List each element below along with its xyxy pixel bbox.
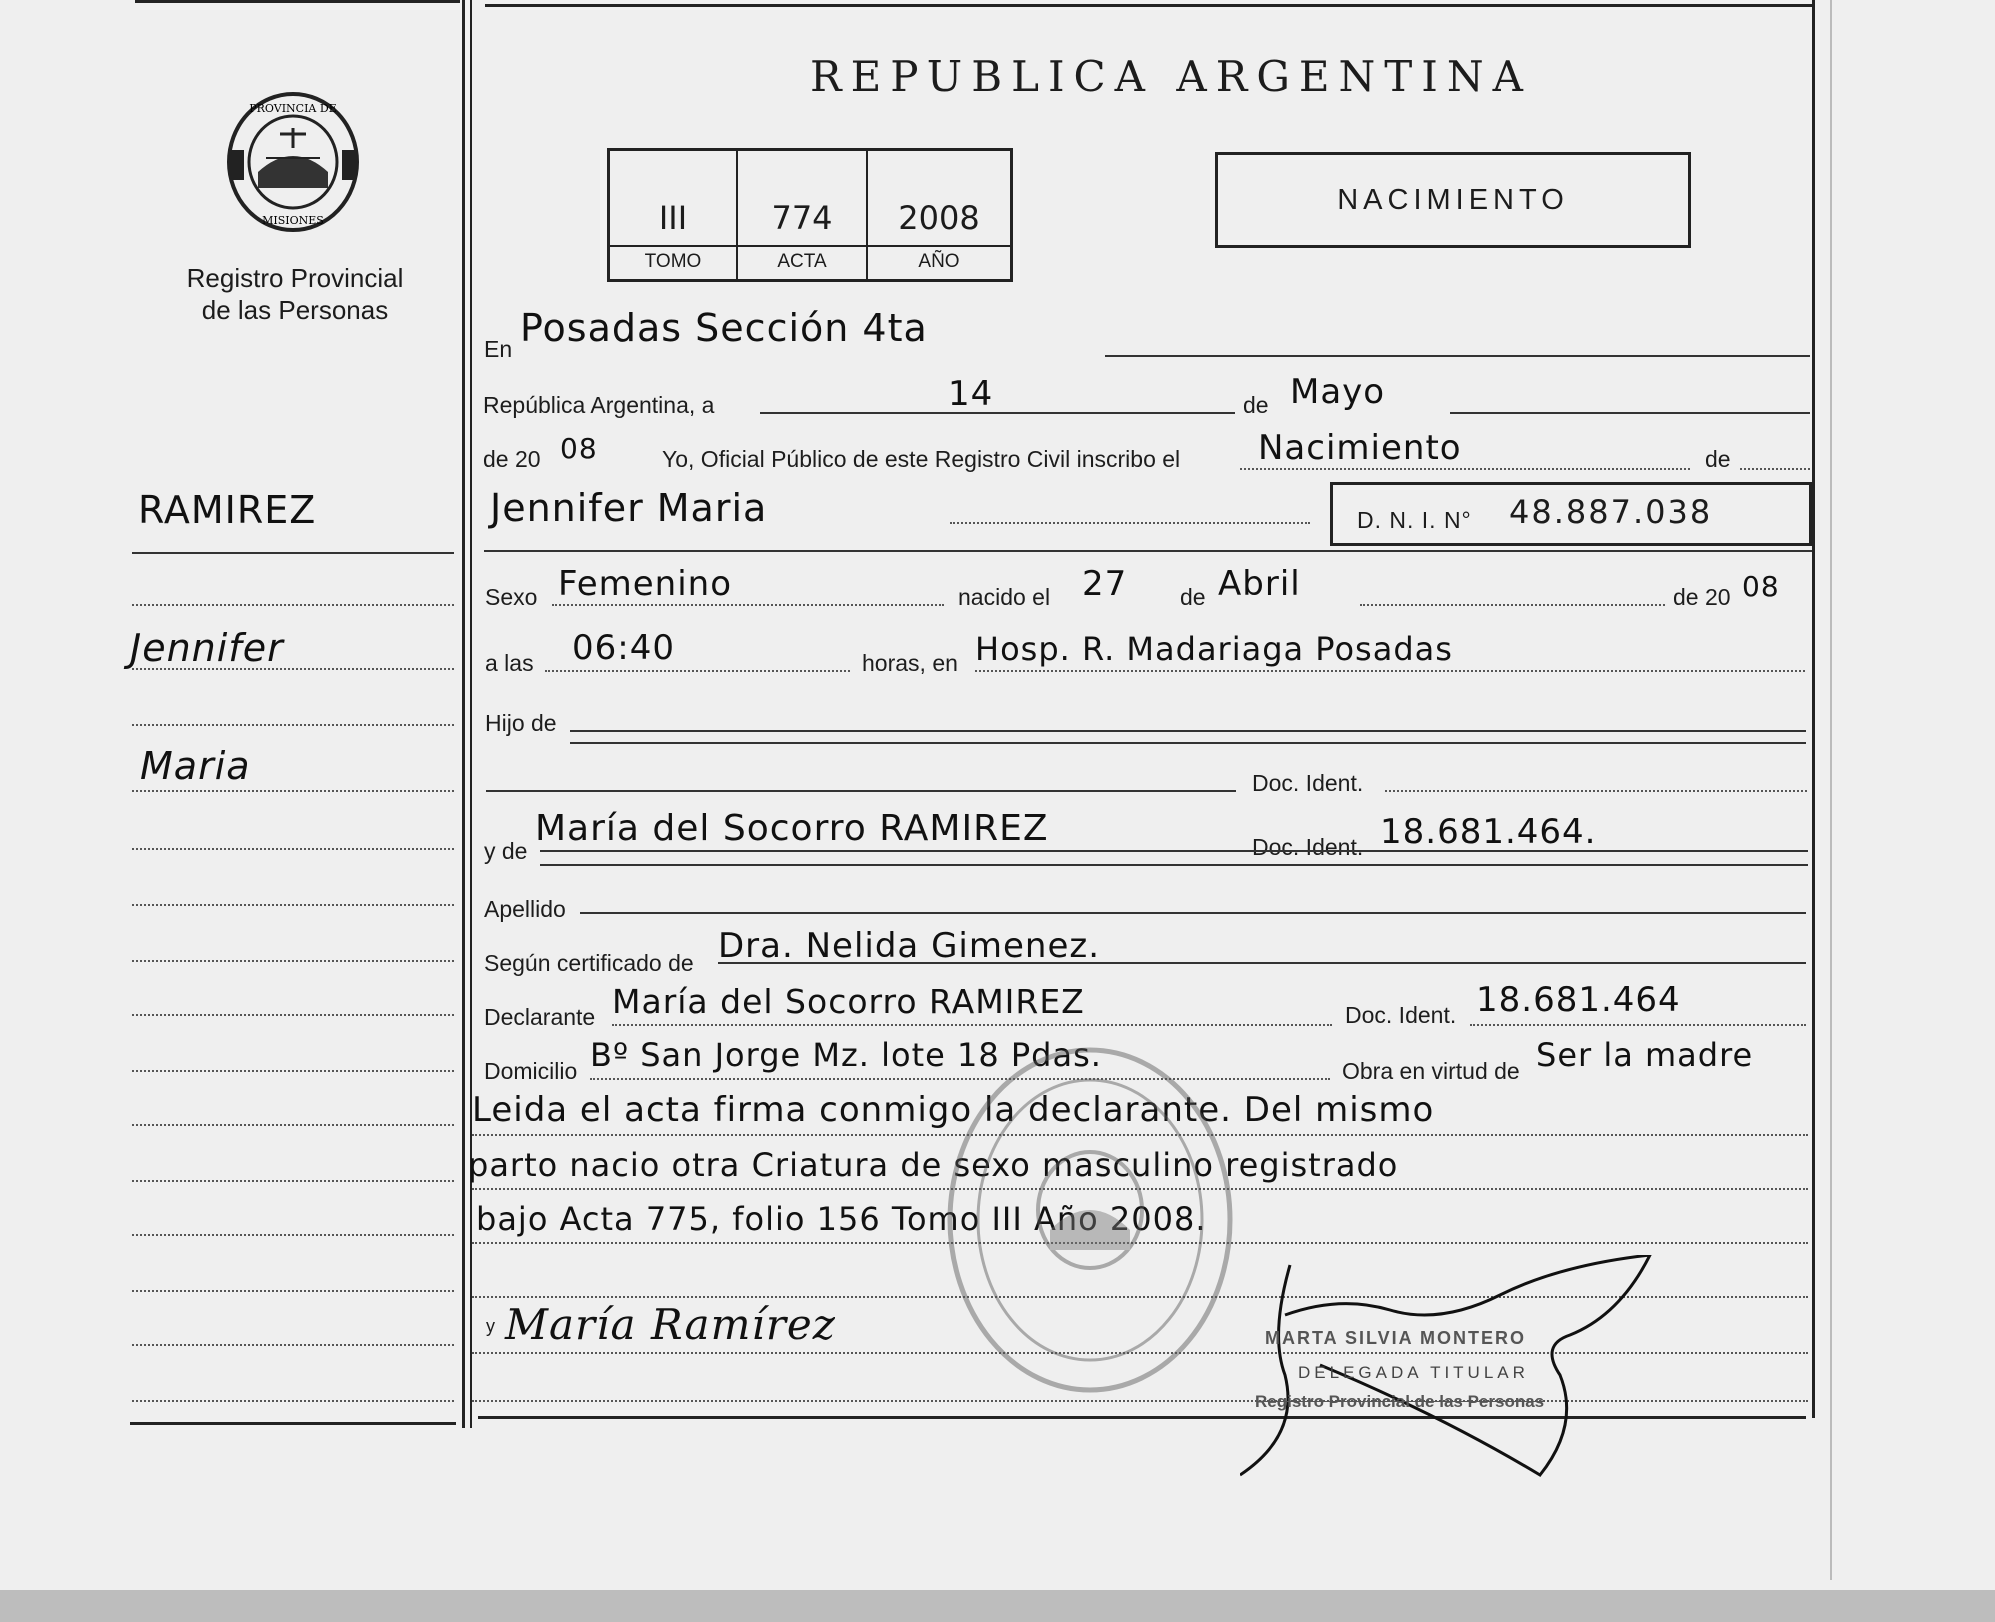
margin-rule-13 (132, 1234, 454, 1236)
margin-first-name: Jennifer (130, 626, 284, 670)
margin-rule-15 (132, 1344, 454, 1346)
birth-month-line (1360, 604, 1665, 606)
en-value: Posadas Sección 4ta (520, 306, 928, 350)
sexo-value: Femenino (558, 564, 732, 604)
margin-rule-4 (132, 724, 454, 726)
country-title: REPUBLICA ARGENTINA (810, 52, 1532, 101)
acta-value: 774 (771, 199, 833, 237)
obra-value: Ser la madre (1536, 1036, 1754, 1074)
person-name-line (950, 522, 1310, 524)
right-border (1812, 0, 1815, 1418)
father-line (486, 790, 1236, 792)
act-value: Nacimiento (1258, 428, 1462, 468)
sexo-line (552, 604, 944, 606)
en-label: En (484, 336, 513, 362)
margin-rule-11 (132, 1124, 454, 1126)
note-line-3: bajo Acta 775, folio 156 Tomo III Año 2008. (476, 1200, 1207, 1238)
birth-year-suffix: 08 (1742, 570, 1780, 603)
page-edge (1830, 0, 1832, 1580)
margin-rule-7 (132, 904, 454, 906)
month-line (1450, 412, 1810, 414)
apellido-label: Apellido (484, 896, 566, 922)
domicilio-value: Bº San Jorge Mz. lote 18 Pdas. (590, 1036, 1102, 1074)
de2-line (1740, 468, 1810, 470)
hijo-line (570, 730, 1806, 732)
hijo-label: Hijo de (485, 710, 557, 736)
anio-cell (868, 151, 1010, 279)
scan-shadow (0, 1590, 1995, 1622)
dni-box (1330, 482, 1812, 546)
margin-rule-8 (132, 960, 454, 962)
birth-month: Abril (1218, 564, 1301, 604)
month-value: Mayo (1290, 372, 1386, 412)
declarante-line (612, 1024, 1332, 1026)
stamp-office: Registro Provincial de las Personas (1255, 1392, 1545, 1411)
birth-day: 27 (1082, 564, 1128, 604)
mother-line (540, 850, 1808, 852)
office-line-2: de las Personas (201, 295, 389, 325)
segun-label: Según certificado de (484, 950, 694, 976)
person-name: Jennifer Maria (490, 486, 768, 530)
mother-name: María del Socorro RAMIREZ (535, 808, 1049, 849)
birth-de-label: de (1180, 584, 1206, 610)
mother-line-2 (540, 864, 1808, 866)
top-rule-right (485, 4, 1815, 7)
declarante-label: Declarante (484, 1004, 596, 1030)
time-value: 06:40 (572, 628, 675, 668)
top-rule-left (135, 0, 460, 3)
acta-label: ACTA (738, 245, 866, 273)
margin-rule-6 (132, 848, 454, 850)
note-line-2: parto nacio otra Criatura de sexo masculino registrado (468, 1146, 1399, 1184)
yo-label: Yo, Oficial Público de este Registro Civil inscribo el (662, 446, 1181, 472)
declarante-doc-line (1470, 1024, 1806, 1026)
tomo-value: III (658, 199, 688, 237)
anio-label: AÑO (868, 245, 1010, 273)
en-line (1105, 355, 1810, 357)
record-type-box: NACIMIENTO (1215, 152, 1691, 248)
margin-rule-1 (132, 552, 454, 554)
margin-rule-14 (132, 1290, 454, 1292)
domicilio-label: Domicilio (484, 1058, 578, 1084)
office-line-1: Registro Provincial (186, 263, 404, 293)
stamp-title: DELEGADA TITULAR (1298, 1363, 1529, 1382)
anio-value: 2008 (898, 199, 980, 237)
declarante-doc-label: Doc. Ident. (1345, 1002, 1457, 1028)
dni-value: 48.887.038 (1509, 493, 1713, 531)
nacido-label: nacido el (958, 584, 1051, 610)
acta-cell (738, 151, 868, 279)
obra-label: Obra en virtud de (1342, 1058, 1520, 1084)
province-seal-icon (222, 88, 364, 236)
margin-rule-5 (132, 790, 454, 792)
person-name-rule (484, 550, 1812, 552)
tomo-label: TOMO (610, 245, 736, 273)
place-line (975, 670, 1805, 672)
seal-text-top: PROVINCIA DE (249, 102, 337, 115)
stamp-name: MARTA SILVIA MONTERO (1265, 1328, 1526, 1348)
margin-rule-10 (132, 1070, 454, 1072)
horas-label: horas, en (862, 650, 958, 676)
certificado-line (718, 962, 1806, 964)
year-suffix: 08 (560, 432, 598, 465)
mother-doc: 18.681.464. (1380, 812, 1597, 852)
declarante-doc: 18.681.464 (1476, 980, 1681, 1020)
margin-divider-inner (470, 0, 472, 1428)
republica-label: República Argentina, a (483, 392, 715, 418)
office-name (165, 262, 425, 326)
place-value: Hosp. R. Madariaga Posadas (975, 630, 1453, 668)
sexo-label: Sexo (485, 584, 538, 610)
margin-middle-name: Maria (140, 744, 251, 788)
time-line (545, 670, 850, 672)
margin-surname: RAMIREZ (138, 488, 317, 532)
day-value: 14 (948, 374, 994, 414)
declarante-value: María del Socorro RAMIREZ (612, 982, 1085, 1021)
margin-rule-16 (132, 1400, 454, 1402)
hijo-line-2 (570, 742, 1806, 744)
margin-rule-9 (132, 1014, 454, 1016)
declarant-signature: María Ramírez (505, 1300, 836, 1349)
y-label: y (486, 1316, 495, 1336)
yde-label: y de (484, 838, 528, 864)
registry-box (607, 148, 1013, 282)
alas-label: a las (485, 650, 534, 676)
official-round-stamp-icon (940, 1040, 1240, 1400)
dni-label: D. N. I. N° (1357, 507, 1472, 533)
de2-label: de (1705, 446, 1731, 472)
margin-rule-2 (132, 604, 454, 606)
act-line (1240, 468, 1690, 470)
mother-doc-label: Doc. Ident. (1252, 834, 1364, 860)
seal-text-bottom: MISIONES (262, 214, 324, 227)
de-label: de (1243, 392, 1269, 418)
tomo-cell (610, 151, 738, 279)
note-line-1: Leida el acta firma conmigo la declarante. Del mismo (472, 1090, 1435, 1130)
father-doc-line (1385, 790, 1807, 792)
margin-rule-12 (132, 1180, 454, 1182)
margin-rule-3 (132, 668, 454, 670)
doc-ident-label: Doc. Ident. (1252, 770, 1364, 796)
margin-bottom-rule (130, 1422, 456, 1425)
day-line (760, 412, 1235, 414)
certificado-value: Dra. Nelida Gimenez. (718, 926, 1101, 966)
birth-year-label: de 20 (1673, 584, 1731, 610)
margin-divider (462, 0, 465, 1428)
apellido-line (580, 912, 1806, 914)
year-prefix: de 20 (483, 446, 541, 472)
